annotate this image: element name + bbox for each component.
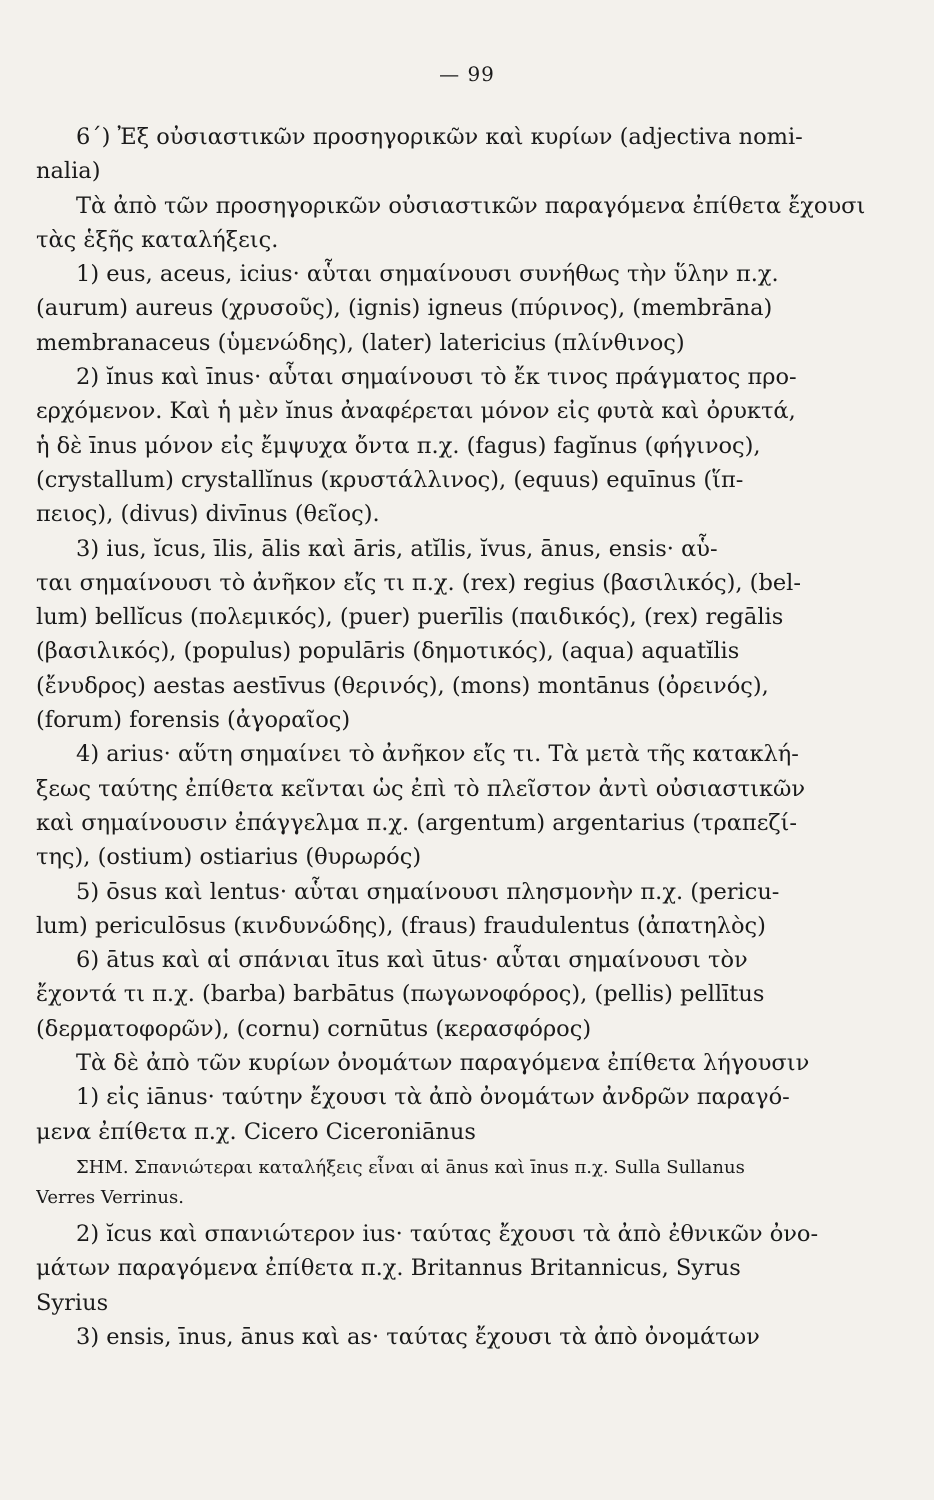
text-line: καὶ σημαίνουσιν ἐπάγγελμα π.χ. (argentum) argentarius (τραπεζί-: [36, 809, 797, 836]
text-line: (βασιλικός), (populus) populāris (δημοτικός), (aqua) aquatĭlis: [36, 638, 740, 665]
text-line: ἔχοντά τι π.χ. (barba) barbātus (πωγωνοφόρος), (pellis) pellītus: [36, 981, 765, 1008]
text-line: 2) ĭnus καὶ īnus· αὗται σημαίνουσι τὸ ἔκ τινος πράγματος προ-: [76, 364, 797, 391]
note-line: ΣΗΜ. Σπανιώτεραι καταλήξεις εἶναι αἱ ānus καὶ īnus π.χ. Sulla Sullanus: [76, 1156, 745, 1178]
text-line: 2) ĭcus καὶ σπανιώτερον ius· ταύτας ἔχουσι τὰ ἀπὸ ἐθνικῶν ὀνο-: [76, 1220, 819, 1247]
text-line: Syrius: [36, 1289, 109, 1316]
text-line: (aurum) aureus (χρυσοῦς), (ignis) igneus (πύρινος), (membrāna): [36, 295, 773, 322]
text-line: lum) periculōsus (κινδυνώδης), (fraus) fraudulentus (ἀπατηλὸς): [36, 912, 766, 939]
note-line: Verres Verrinus.: [36, 1186, 184, 1208]
text-line: ἡ δὲ īnus μόνον εἰς ἔμψυχα ὄντα π.χ. (fagus) fagĭnus (φήγινος),: [36, 432, 761, 459]
text-line: 3) ius, ĭcus, īlis, ālis καὶ āris, atĭlis, ĭvus, ānus, ensis· αὗ-: [76, 535, 718, 562]
text-line: 6) ātus καὶ αἱ σπάνιαι ītus καὶ ūtus· αὗται σημαίνουσι τὸν: [76, 947, 748, 974]
text-line: 4) arius· αὕτη σημαίνει τὸ ἀνῆκον εἴς τι. Τὰ μετὰ τῆς κατακλή-: [76, 741, 799, 768]
text-line: πειος), (divus) divīnus (θεῖος).: [36, 501, 380, 528]
page-number: — 99: [439, 62, 495, 86]
text-line: μάτων παραγόμενα ἐπίθετα π.χ. Britannus Britannicus, Syrus: [36, 1255, 741, 1282]
text-line: ξεως ταύτης ἐπίθετα κεῖνται ὡς ἐπὶ τὸ πλεῖστον ἀντὶ οὐσιαστικῶν: [36, 775, 806, 802]
page-body: [36, 120, 898, 1354]
text-line: μενα ἐπίθετα π.χ. Cicero Ciceroniānus: [36, 1118, 476, 1145]
text-line: membranaceus (ὑμενώδης), (later) latericius (πλίνθινος): [36, 329, 685, 356]
text-line: 5) ōsus καὶ lentus· αὗται σημαίνουσι πλησμονὴν π.χ. (pericu-: [76, 878, 780, 905]
text-line: (ἔνυδρος) aestas aestīvus (θερινός), (mons) montānus (ὀρεινός),: [36, 672, 769, 699]
text-line: (δερματοφορῶν), (cornu) cornūtus (κερασφόρος): [36, 1015, 592, 1042]
text-line: lum) bellĭcus (πολεμικός), (puer) puerīlis (παιδικός), (rex) regālis: [36, 604, 784, 631]
text-line: 6΄) Ἐξ οὐσιαστικῶν προσηγορικῶν καὶ κυρίων (adjectiva nomi-: [76, 124, 803, 150]
text-line: (forum) forensis (ἀγοραῖος): [36, 707, 351, 734]
text-line: Τὰ ἀπὸ τῶν προσηγορικῶν οὐσιαστικῶν παραγόμενα ἐπίθετα ἔχουσι: [76, 192, 866, 219]
text-line: τὰς ἑξῆς καταλήξεις.: [36, 226, 279, 253]
text-line: Τὰ δὲ ἀπὸ τῶν κυρίων ὀνομάτων παραγόμενα ἐπίθετα λήγουσιν: [76, 1050, 810, 1077]
text-line: της), (ostium) ostiarius (θυρωρός): [36, 844, 422, 871]
text-line: ερχόμενον. Καὶ ἡ μὲν ĭnus ἀναφέρεται μόνον εἰς φυτὰ καὶ ὀρυκτά,: [36, 398, 796, 425]
text-line: (crystallum) crystallĭnus (κρυστάλλινος), (equus) equīnus (ἵπ-: [36, 466, 744, 493]
text-line: 1) εἰς iānus· ταύτην ἔχουσι τὰ ἀπὸ ὀνομάτων ἀνδρῶν παραγό-: [76, 1084, 790, 1111]
text-line: 1) eus, aceus, icius· αὗται σημαίνουσι συνήθως τὴν ὕλην π.χ.: [76, 261, 779, 288]
text-line: ται σημαίνουσι τὸ ἀνῆκον εἴς τι π.χ. (rex) regius (βασιλικός), (bel-: [36, 569, 801, 596]
text-line: 3) ensis, īnus, ānus καὶ as· ταύτας ἔχουσι τὰ ἀπὸ ὀνομάτων: [76, 1323, 760, 1350]
text-line: nalia): [36, 158, 101, 185]
